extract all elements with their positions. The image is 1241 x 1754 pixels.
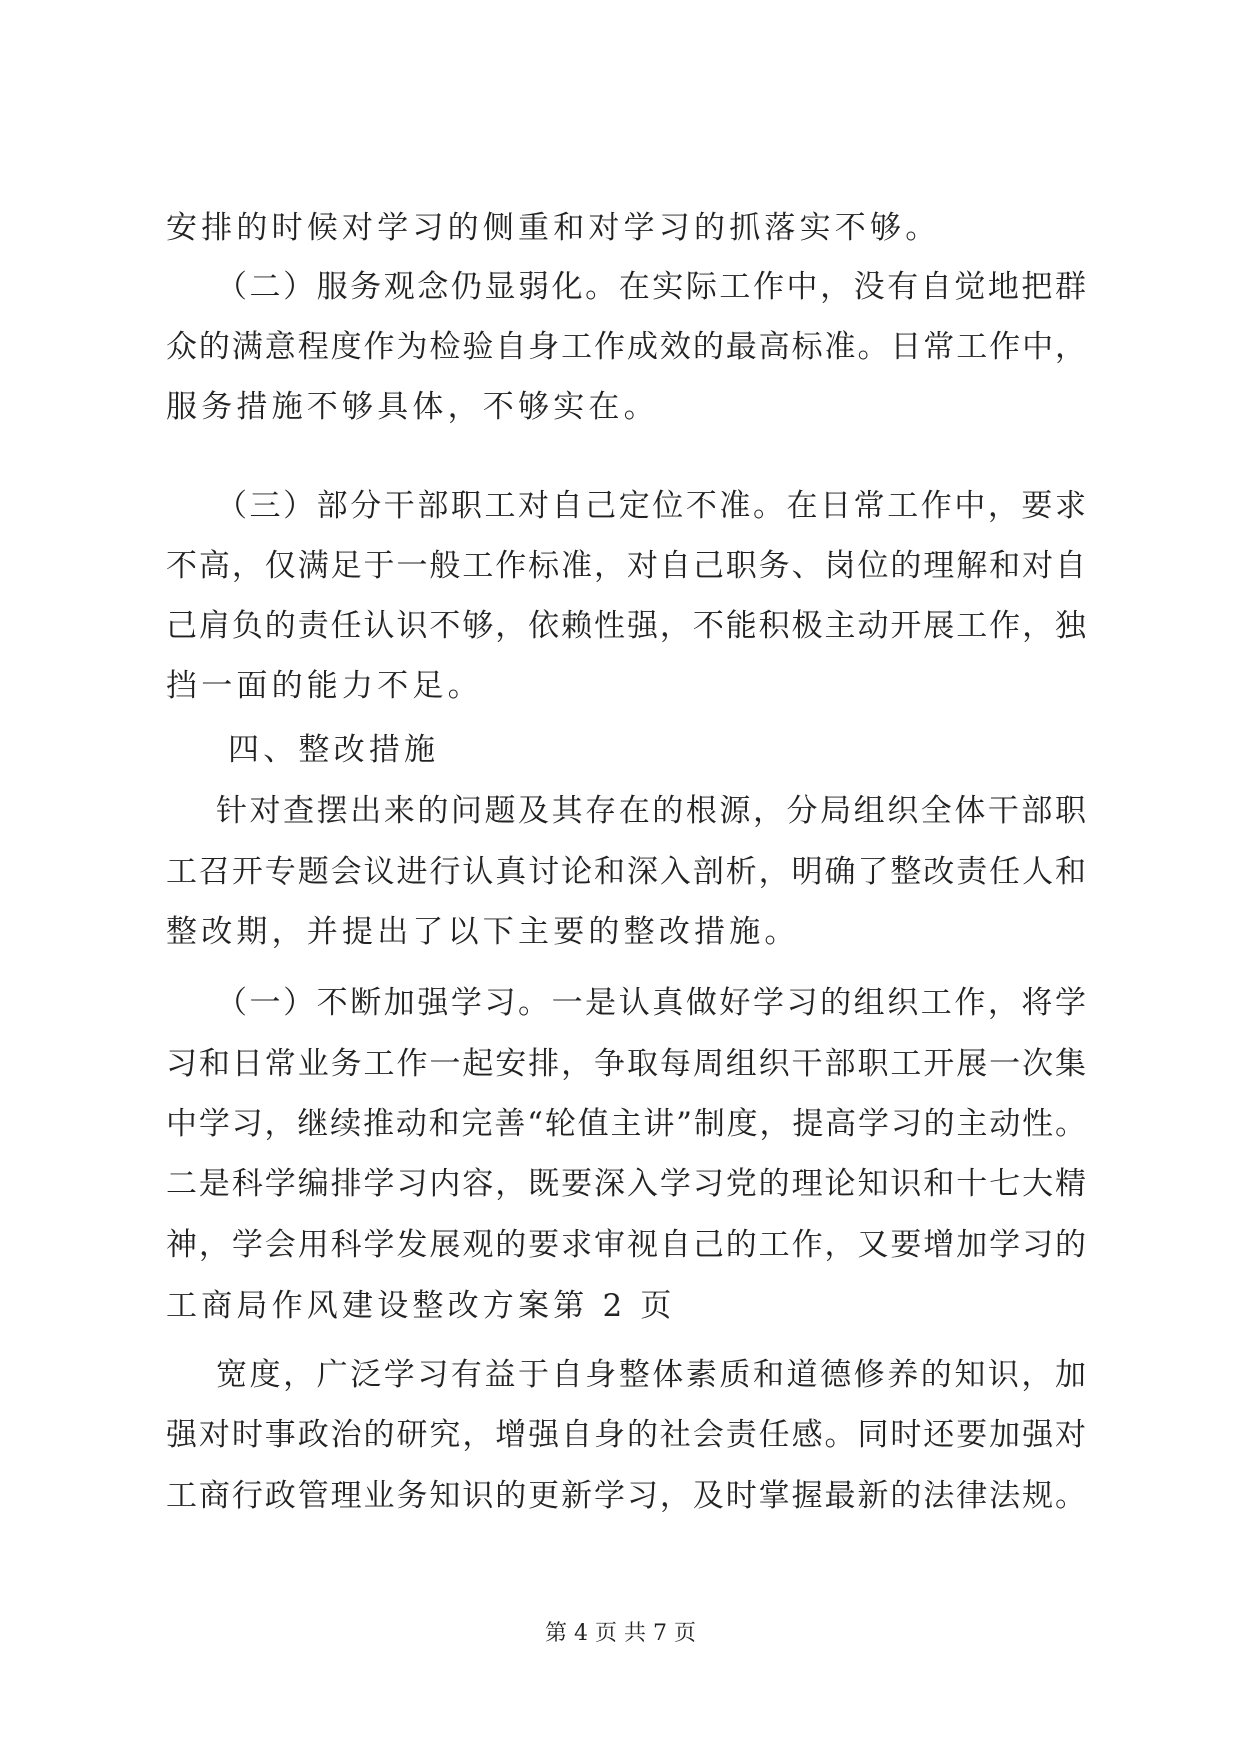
text-line: （三）部分干部职工对自己定位不准。在日常工作中，要求 [216,488,1086,524]
text-line: 中学习，继续推动和完善“轮值主讲”制度，提高学习的主动性。 [166,1106,1086,1142]
text-line: 挡一面的能力不足。 [166,668,483,704]
text-line: 二是科学编排学习内容，既要深入学习党的理论知识和十七大精 [166,1166,1086,1202]
section-heading: 四、整改措施 [228,732,440,768]
text-line: 整改期，并提出了以下主要的整改措施。 [166,914,800,950]
page-number: 第 4 页 共 7 页 [545,1621,696,1646]
text-line: 不高，仅满足于一般工作标准，对自己职务、岗位的理解和对自 [166,548,1086,584]
text-line: 强对时事政治的研究，增强自身的社会责任感。同时还要加强对 [166,1417,1086,1453]
text-line: 己肩负的责任认识不够，依赖性强，不能积极主动开展工作，独 [166,608,1086,644]
text-line: 安排的时候对学习的侧重和对学习的抓落实不够。 [166,210,941,246]
text-line: 习和日常业务工作一起安排，争取每周组织干部职工开展一次集 [166,1046,1086,1082]
text-line: 工商局作风建设整改方案第 2 页 [166,1288,676,1324]
text-line: 众的满意程度作为检验自身工作成效的最高标准。日常工作中， [166,329,1086,365]
text-line: 工商行政管理业务知识的更新学习，及时掌握最新的法律法规。 [166,1478,1086,1514]
text-line: （一）不断加强学习。一是认真做好学习的组织工作，将学 [216,985,1086,1021]
text-line: （二）服务观念仍显弱化。在实际工作中，没有自觉地把群 [216,269,1086,305]
text-line: 神，学会用科学发展观的要求审视自己的工作，又要增加学习的 [166,1227,1086,1263]
text-line: 针对查摆出来的问题及其存在的根源，分局组织全体干部职 [216,793,1086,829]
text-line: 工召开专题会议进行认真讨论和深入剖析，明确了整改责任人和 [166,854,1086,890]
text-line: 宽度，广泛学习有益于自身整体素质和道德修养的知识，加 [216,1357,1086,1393]
text-line: 服务措施不够具体，不够实在。 [166,389,659,425]
